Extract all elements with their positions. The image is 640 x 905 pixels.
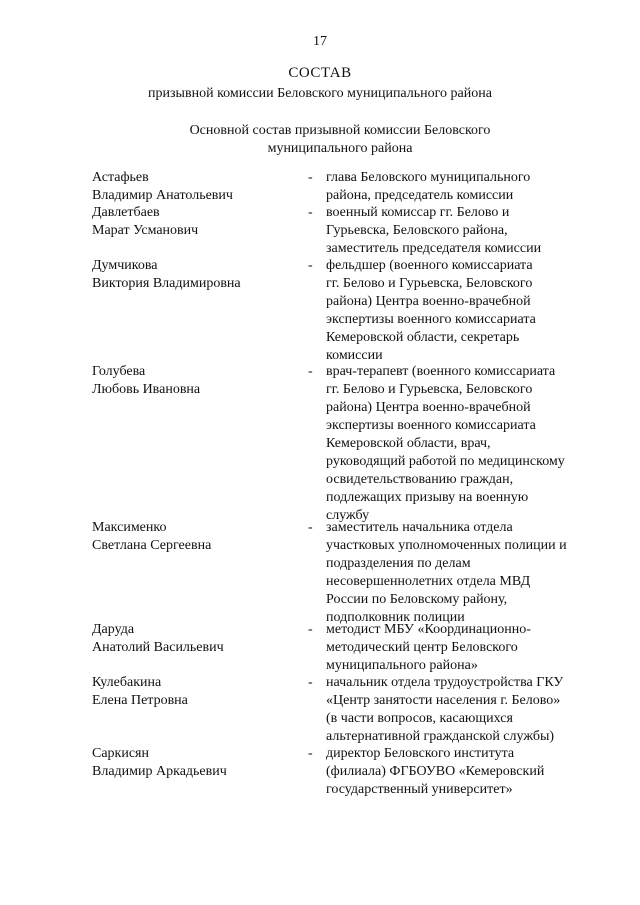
member-given-names: Владимир Аркадьевич	[92, 764, 227, 779]
member-given-names: Елена Петровна	[92, 693, 188, 708]
member-role-line: района) Центра военно-врачебной	[326, 400, 531, 415]
member-dash: -	[308, 205, 313, 220]
member-role	[326, 169, 596, 205]
document-title: СОСТАВ	[288, 65, 352, 81]
page-number: 17	[313, 34, 327, 49]
member-dash: -	[308, 622, 313, 637]
member-role-line: (в части вопросов, касающихся	[326, 711, 513, 726]
member-surname: Голубева	[92, 364, 146, 379]
member-role-line: Кемеровской области, врач,	[326, 436, 491, 451]
section-heading-line: муниципального района	[267, 141, 413, 156]
member-role-line: Кемеровской области, секретарь	[326, 330, 520, 345]
member-surname: Максименко	[92, 520, 167, 535]
member-role-line: государственный университет»	[326, 782, 513, 797]
member-role-line: участковых уполномоченных полиции и	[326, 538, 567, 553]
member-role	[326, 745, 596, 799]
member-role-line: гг. Белово и Гурьевска, Беловского	[326, 382, 533, 397]
member-surname: Кулебакина	[92, 675, 162, 690]
member-name	[92, 363, 302, 399]
member-role-line: района, председатель комиссии	[326, 188, 514, 203]
member-given-names: Любовь Ивановна	[92, 382, 201, 397]
member-given-names: Виктория Владимировна	[92, 276, 241, 291]
member-role-line: методический центр Беловского	[326, 640, 518, 655]
member-given-names: Анатолий Васильевич	[92, 640, 224, 655]
section-heading-line: Основной состав призывной комиссии Беловского	[189, 123, 491, 138]
member-name	[92, 257, 302, 293]
member-role-line: (филиала) ФГБОУВО «Кемеровский	[326, 764, 545, 779]
member-surname: Саркисян	[92, 746, 149, 761]
member-role-line: экспертизы военного комиссариата	[326, 312, 536, 327]
member-role-line: подполковник полиции	[326, 610, 465, 625]
member-given-names: Светлана Сергеевна	[92, 538, 212, 553]
member-role-line: района) Центра военно-врачебной	[326, 294, 531, 309]
member-role	[326, 257, 596, 365]
member-role	[326, 204, 596, 258]
member-role-line: глава Беловского муниципального	[326, 170, 531, 185]
member-name	[92, 519, 302, 555]
member-role-line: подразделения по делам	[326, 556, 471, 571]
member-role-line: освидетельствованию граждан,	[326, 472, 514, 487]
member-given-names: Марат Усманович	[92, 223, 199, 238]
member-dash: -	[308, 170, 313, 185]
member-role-line: директор Беловского института	[326, 746, 515, 761]
member-role	[326, 621, 596, 675]
member-role-line: руководящий работой по медицинскому	[326, 454, 565, 469]
member-role-line: фельдшер (военного комиссариата	[326, 258, 533, 273]
member-surname: Давлетбаев	[92, 205, 160, 220]
member-dash: -	[308, 258, 313, 273]
member-role-line: военный комиссар гг. Белово и	[326, 205, 510, 220]
document-subtitle: призывной комиссии Беловского муниципального района	[148, 86, 492, 101]
member-name	[92, 204, 302, 240]
member-role-line: заместитель председателя комиссии	[326, 241, 542, 256]
member-role-line: подлежащих призыву на военную	[326, 490, 529, 505]
member-role-line: Гурьевска, Беловского района,	[326, 223, 508, 238]
member-role-line: экспертизы военного комиссариата	[326, 418, 536, 433]
member-surname: Даруда	[92, 622, 135, 637]
member-name	[92, 169, 302, 205]
member-role-line: гг. Белово и Гурьевска, Беловского	[326, 276, 533, 291]
member-role-line: комиссии	[326, 348, 383, 363]
member-role-line: России по Беловскому району,	[326, 592, 508, 607]
member-dash: -	[308, 675, 313, 690]
member-name	[92, 621, 302, 657]
member-role-line: заместитель начальника отдела	[326, 520, 513, 535]
member-role-line: начальник отдела трудоустройства ГКУ	[326, 675, 564, 690]
member-surname: Астафьев	[92, 170, 149, 185]
member-role-line: «Центр занятости населения г. Белово»	[326, 693, 561, 708]
member-role-line: методист МБУ «Координационно-	[326, 622, 531, 637]
member-role	[326, 674, 596, 746]
member-role	[326, 363, 596, 525]
member-dash: -	[308, 520, 313, 535]
member-role-line: службу	[326, 508, 370, 523]
member-role-line: врач-терапевт (военного комиссариата	[326, 364, 556, 379]
member-surname: Думчикова	[92, 258, 158, 273]
member-given-names: Владимир Анатольевич	[92, 188, 233, 203]
member-name	[92, 674, 302, 710]
section-heading	[170, 122, 510, 158]
member-dash: -	[308, 364, 313, 379]
member-role	[326, 519, 596, 627]
member-role-line: альтернативной гражданской службы)	[326, 729, 555, 744]
member-name	[92, 745, 302, 781]
member-role-line: муниципального района»	[326, 658, 478, 673]
member-dash: -	[308, 746, 313, 761]
member-role-line: несовершеннолетних отдела МВД	[326, 574, 531, 589]
